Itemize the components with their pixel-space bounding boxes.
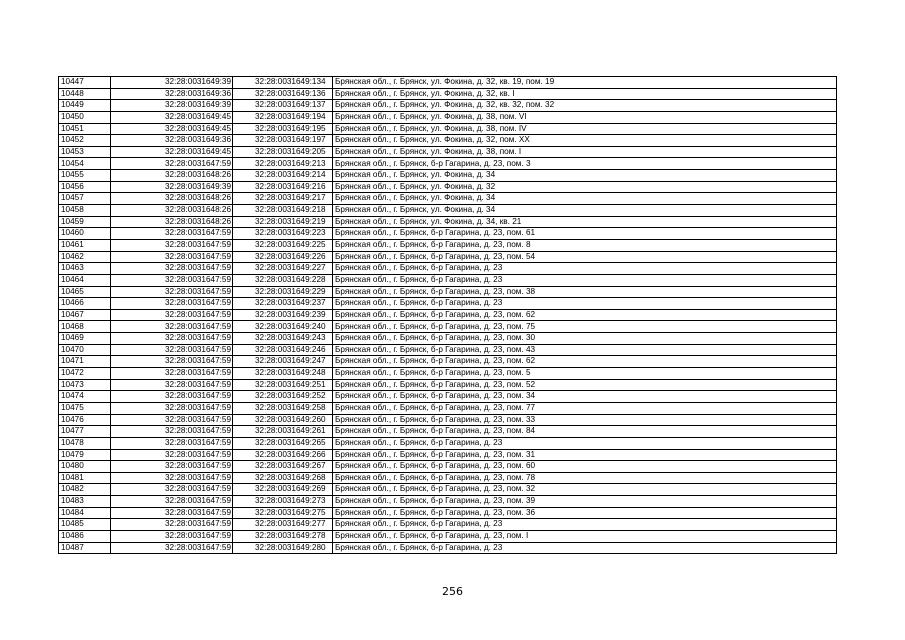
row-number-cell: 10452 bbox=[59, 135, 111, 147]
address-cell: Брянская обл., г. Брянск, б-р Гагарина, д. 23 bbox=[333, 519, 837, 531]
object-cadastral-number-cell: 32:28:0031649:280 bbox=[233, 542, 333, 554]
object-cadastral-number-cell: 32:28:0031649:219 bbox=[233, 216, 333, 228]
address-cell: Брянская обл., г. Брянск, б-р Гагарина, д. 23 bbox=[333, 298, 837, 310]
parcel-cadastral-number-cell: 32:28:0031647:59 bbox=[111, 379, 233, 391]
parcel-cadastral-number-cell: 32:28:0031647:59 bbox=[111, 344, 233, 356]
row-number-cell: 10475 bbox=[59, 402, 111, 414]
address-cell: Брянская обл., г. Брянск, ул. Фокина, д. 34, кв. 21 bbox=[333, 216, 837, 228]
address-cell: Брянская обл., г. Брянск, б-р Гагарина, д. 23, пом. 38 bbox=[333, 286, 837, 298]
object-cadastral-number-cell: 32:28:0031649:261 bbox=[233, 426, 333, 438]
table-row bbox=[59, 111, 837, 123]
address-cell: Брянская обл., г. Брянск, б-р Гагарина, д. 23, пом. 36 bbox=[333, 507, 837, 519]
address-cell: Брянская обл., г. Брянск, ул. Фокина, д. 34 bbox=[333, 193, 837, 205]
address-cell: Брянская обл., г. Брянск, ул. Фокина, д. 32, кв. 19, пом. 19 bbox=[333, 77, 837, 89]
address-cell: Брянская обл., г. Брянск, б-р Гагарина, д. 23, пом. 52 bbox=[333, 379, 837, 391]
table-row bbox=[59, 251, 837, 263]
row-number-cell: 10465 bbox=[59, 286, 111, 298]
object-cadastral-number-cell: 32:28:0031649:258 bbox=[233, 402, 333, 414]
table-row bbox=[59, 135, 837, 147]
address-cell: Брянская обл., г. Брянск, б-р Гагарина, д. 23, пом. 8 bbox=[333, 239, 837, 251]
row-number-cell: 10474 bbox=[59, 391, 111, 403]
table-row bbox=[59, 298, 837, 310]
row-number-cell: 10485 bbox=[59, 519, 111, 531]
parcel-cadastral-number-cell: 32:28:0031647:59 bbox=[111, 333, 233, 345]
row-number-cell: 10478 bbox=[59, 437, 111, 449]
parcel-cadastral-number-cell: 32:28:0031648:26 bbox=[111, 205, 233, 217]
row-number-cell: 10468 bbox=[59, 321, 111, 333]
table-row bbox=[59, 379, 837, 391]
registry-table-body bbox=[59, 77, 837, 554]
table-row bbox=[59, 274, 837, 286]
row-number-cell: 10477 bbox=[59, 426, 111, 438]
address-cell: Брянская обл., г. Брянск, б-р Гагарина, д. 23, пом. 43 bbox=[333, 344, 837, 356]
table-row bbox=[59, 146, 837, 158]
object-cadastral-number-cell: 32:28:0031649:275 bbox=[233, 507, 333, 519]
row-number-cell: 10455 bbox=[59, 170, 111, 182]
object-cadastral-number-cell: 32:28:0031649:269 bbox=[233, 484, 333, 496]
address-cell: Брянская обл., г. Брянск, б-р Гагарина, д. 23, пом. 62 bbox=[333, 356, 837, 368]
object-cadastral-number-cell: 32:28:0031649:136 bbox=[233, 88, 333, 100]
object-cadastral-number-cell: 32:28:0031649:278 bbox=[233, 530, 333, 542]
object-cadastral-number-cell: 32:28:0031649:195 bbox=[233, 123, 333, 135]
address-cell: Брянская обл., г. Брянск, б-р Гагарина, д. 23, пом. 33 bbox=[333, 414, 837, 426]
object-cadastral-number-cell: 32:28:0031649:134 bbox=[233, 77, 333, 89]
parcel-cadastral-number-cell: 32:28:0031647:59 bbox=[111, 239, 233, 251]
parcel-cadastral-number-cell: 32:28:0031649:39 bbox=[111, 100, 233, 112]
table-row bbox=[59, 286, 837, 298]
address-cell: Брянская обл., г. Брянск, б-р Гагарина, д. 23, пом. 77 bbox=[333, 402, 837, 414]
row-number-cell: 10448 bbox=[59, 88, 111, 100]
row-number-cell: 10456 bbox=[59, 181, 111, 193]
row-number-cell: 10458 bbox=[59, 205, 111, 217]
address-cell: Брянская обл., г. Брянск, б-р Гагарина, д. 23 bbox=[333, 274, 837, 286]
row-number-cell: 10450 bbox=[59, 111, 111, 123]
object-cadastral-number-cell: 32:28:0031649:268 bbox=[233, 472, 333, 484]
parcel-cadastral-number-cell: 32:28:0031647:59 bbox=[111, 391, 233, 403]
row-number-cell: 10459 bbox=[59, 216, 111, 228]
parcel-cadastral-number-cell: 32:28:0031647:59 bbox=[111, 251, 233, 263]
table-row bbox=[59, 402, 837, 414]
address-cell: Брянская обл., г. Брянск, б-р Гагарина, д. 23 bbox=[333, 542, 837, 554]
object-cadastral-number-cell: 32:28:0031649:194 bbox=[233, 111, 333, 123]
row-number-cell: 10462 bbox=[59, 251, 111, 263]
parcel-cadastral-number-cell: 32:28:0031647:59 bbox=[111, 402, 233, 414]
address-cell: Брянская обл., г. Брянск, б-р Гагарина, д. 23, пом. 75 bbox=[333, 321, 837, 333]
object-cadastral-number-cell: 32:28:0031649:243 bbox=[233, 333, 333, 345]
parcel-cadastral-number-cell: 32:28:0031647:59 bbox=[111, 484, 233, 496]
row-number-cell: 10487 bbox=[59, 542, 111, 554]
table-row bbox=[59, 344, 837, 356]
address-cell: Брянская обл., г. Брянск, б-р Гагарина, д. 23, пом. 78 bbox=[333, 472, 837, 484]
table-row bbox=[59, 472, 837, 484]
parcel-cadastral-number-cell: 32:28:0031647:59 bbox=[111, 472, 233, 484]
table-row bbox=[59, 228, 837, 240]
parcel-cadastral-number-cell: 32:28:0031649:45 bbox=[111, 146, 233, 158]
row-number-cell: 10447 bbox=[59, 77, 111, 89]
object-cadastral-number-cell: 32:28:0031649:205 bbox=[233, 146, 333, 158]
object-cadastral-number-cell: 32:28:0031649:217 bbox=[233, 193, 333, 205]
parcel-cadastral-number-cell: 32:28:0031647:59 bbox=[111, 158, 233, 170]
row-number-cell: 10482 bbox=[59, 484, 111, 496]
object-cadastral-number-cell: 32:28:0031649:218 bbox=[233, 205, 333, 217]
address-cell: Брянская обл., г. Брянск, б-р Гагарина, д. 23 bbox=[333, 263, 837, 275]
address-cell: Брянская обл., г. Брянск, ул. Фокина, д. 32, кв. 32, пом. 32 bbox=[333, 100, 837, 112]
table-row bbox=[59, 193, 837, 205]
object-cadastral-number-cell: 32:28:0031649:246 bbox=[233, 344, 333, 356]
object-cadastral-number-cell: 32:28:0031649:277 bbox=[233, 519, 333, 531]
address-cell: Брянская обл., г. Брянск, ул. Фокина, д. 32 bbox=[333, 181, 837, 193]
row-number-cell: 10472 bbox=[59, 368, 111, 380]
row-number-cell: 10471 bbox=[59, 356, 111, 368]
row-number-cell: 10480 bbox=[59, 461, 111, 473]
object-cadastral-number-cell: 32:28:0031649:251 bbox=[233, 379, 333, 391]
row-number-cell: 10449 bbox=[59, 100, 111, 112]
parcel-cadastral-number-cell: 32:28:0031647:59 bbox=[111, 309, 233, 321]
parcel-cadastral-number-cell: 32:28:0031649:36 bbox=[111, 135, 233, 147]
object-cadastral-number-cell: 32:28:0031649:197 bbox=[233, 135, 333, 147]
address-cell: Брянская обл., г. Брянск, ул. Фокина, д. 38, пом. VI bbox=[333, 111, 837, 123]
address-cell: Брянская обл., г. Брянск, б-р Гагарина, д. 23, пом. 31 bbox=[333, 449, 837, 461]
address-cell: Брянская обл., г. Брянск, ул. Фокина, д. 32, пом. XX bbox=[333, 135, 837, 147]
address-cell: Брянская обл., г. Брянск, б-р Гагарина, д. 23, пом. 30 bbox=[333, 333, 837, 345]
address-cell: Брянская обл., г. Брянск, ул. Фокина, д. 32, кв. I bbox=[333, 88, 837, 100]
table-row bbox=[59, 158, 837, 170]
table-row bbox=[59, 368, 837, 380]
parcel-cadastral-number-cell: 32:28:0031647:59 bbox=[111, 507, 233, 519]
table-row bbox=[59, 205, 837, 217]
table-row bbox=[59, 437, 837, 449]
object-cadastral-number-cell: 32:28:0031649:137 bbox=[233, 100, 333, 112]
parcel-cadastral-number-cell: 32:28:0031649:36 bbox=[111, 88, 233, 100]
row-number-cell: 10484 bbox=[59, 507, 111, 519]
address-cell: Брянская обл., г. Брянск, б-р Гагарина, д. 23, пом. 62 bbox=[333, 309, 837, 321]
table-row bbox=[59, 530, 837, 542]
table-row bbox=[59, 77, 837, 89]
object-cadastral-number-cell: 32:28:0031649:248 bbox=[233, 368, 333, 380]
table-row bbox=[59, 461, 837, 473]
object-cadastral-number-cell: 32:28:0031649:226 bbox=[233, 251, 333, 263]
parcel-cadastral-number-cell: 32:28:0031648:26 bbox=[111, 193, 233, 205]
table-row bbox=[59, 426, 837, 438]
parcel-cadastral-number-cell: 32:28:0031649:45 bbox=[111, 123, 233, 135]
row-number-cell: 10464 bbox=[59, 274, 111, 286]
row-number-cell: 10476 bbox=[59, 414, 111, 426]
address-cell: Брянская обл., г. Брянск, б-р Гагарина, д. 23 bbox=[333, 437, 837, 449]
object-cadastral-number-cell: 32:28:0031649:247 bbox=[233, 356, 333, 368]
row-number-cell: 10466 bbox=[59, 298, 111, 310]
table-row bbox=[59, 507, 837, 519]
address-cell: Брянская обл., г. Брянск, б-р Гагарина, д. 23, пом. 5 bbox=[333, 368, 837, 380]
parcel-cadastral-number-cell: 32:28:0031649:45 bbox=[111, 111, 233, 123]
table-row bbox=[59, 100, 837, 112]
table-row bbox=[59, 356, 837, 368]
object-cadastral-number-cell: 32:28:0031649:267 bbox=[233, 461, 333, 473]
table-row bbox=[59, 309, 837, 321]
address-cell: Брянская обл., г. Брянск, б-р Гагарина, д. 23, пом. 54 bbox=[333, 251, 837, 263]
address-cell: Брянская обл., г. Брянск, б-р Гагарина, д. 23, пом. 32 bbox=[333, 484, 837, 496]
parcel-cadastral-number-cell: 32:28:0031649:39 bbox=[111, 77, 233, 89]
row-number-cell: 10483 bbox=[59, 496, 111, 508]
address-cell: Брянская обл., г. Брянск, ул. Фокина, д. 34 bbox=[333, 205, 837, 217]
table-row bbox=[59, 88, 837, 100]
page-number: 256 bbox=[442, 585, 463, 598]
table-row bbox=[59, 321, 837, 333]
address-cell: Брянская обл., г. Брянск, ул. Фокина, д. 38, пом. I bbox=[333, 146, 837, 158]
parcel-cadastral-number-cell: 32:28:0031647:59 bbox=[111, 530, 233, 542]
row-number-cell: 10454 bbox=[59, 158, 111, 170]
row-number-cell: 10467 bbox=[59, 309, 111, 321]
row-number-cell: 10457 bbox=[59, 193, 111, 205]
object-cadastral-number-cell: 32:28:0031649:216 bbox=[233, 181, 333, 193]
object-cadastral-number-cell: 32:28:0031649:227 bbox=[233, 263, 333, 275]
row-number-cell: 10486 bbox=[59, 530, 111, 542]
address-cell: Брянская обл., г. Брянск, ул. Фокина, д. 34 bbox=[333, 170, 837, 182]
table-row bbox=[59, 449, 837, 461]
object-cadastral-number-cell: 32:28:0031649:213 bbox=[233, 158, 333, 170]
object-cadastral-number-cell: 32:28:0031649:228 bbox=[233, 274, 333, 286]
row-number-cell: 10461 bbox=[59, 239, 111, 251]
object-cadastral-number-cell: 32:28:0031649:225 bbox=[233, 239, 333, 251]
address-cell: Брянская обл., г. Брянск, б-р Гагарина, д. 23, пом. 34 bbox=[333, 391, 837, 403]
parcel-cadastral-number-cell: 32:28:0031647:59 bbox=[111, 286, 233, 298]
parcel-cadastral-number-cell: 32:28:0031647:59 bbox=[111, 321, 233, 333]
table-row bbox=[59, 519, 837, 531]
parcel-cadastral-number-cell: 32:28:0031649:39 bbox=[111, 181, 233, 193]
row-number-cell: 10463 bbox=[59, 263, 111, 275]
parcel-cadastral-number-cell: 32:28:0031647:59 bbox=[111, 414, 233, 426]
parcel-cadastral-number-cell: 32:28:0031647:59 bbox=[111, 542, 233, 554]
address-cell: Брянская обл., г. Брянск, б-р Гагарина, д. 23, пом. 60 bbox=[333, 461, 837, 473]
table-row bbox=[59, 333, 837, 345]
object-cadastral-number-cell: 32:28:0031649:240 bbox=[233, 321, 333, 333]
row-number-cell: 10479 bbox=[59, 449, 111, 461]
parcel-cadastral-number-cell: 32:28:0031647:59 bbox=[111, 274, 233, 286]
object-cadastral-number-cell: 32:28:0031649:265 bbox=[233, 437, 333, 449]
row-number-cell: 10470 bbox=[59, 344, 111, 356]
object-cadastral-number-cell: 32:28:0031649:229 bbox=[233, 286, 333, 298]
parcel-cadastral-number-cell: 32:28:0031647:59 bbox=[111, 461, 233, 473]
registry-table bbox=[58, 76, 837, 554]
row-number-cell: 10473 bbox=[59, 379, 111, 391]
row-number-cell: 10460 bbox=[59, 228, 111, 240]
table-row bbox=[59, 239, 837, 251]
table-row bbox=[59, 391, 837, 403]
table-row bbox=[59, 484, 837, 496]
object-cadastral-number-cell: 32:28:0031649:273 bbox=[233, 496, 333, 508]
object-cadastral-number-cell: 32:28:0031649:237 bbox=[233, 298, 333, 310]
table-row bbox=[59, 216, 837, 228]
table-row bbox=[59, 170, 837, 182]
address-cell: Брянская обл., г. Брянск, б-р Гагарина, д. 23, пом. 61 bbox=[333, 228, 837, 240]
address-cell: Брянская обл., г. Брянск, ул. Фокина, д. 38, пом. IV bbox=[333, 123, 837, 135]
parcel-cadastral-number-cell: 32:28:0031647:59 bbox=[111, 449, 233, 461]
table-row bbox=[59, 123, 837, 135]
object-cadastral-number-cell: 32:28:0031649:239 bbox=[233, 309, 333, 321]
row-number-cell: 10451 bbox=[59, 123, 111, 135]
parcel-cadastral-number-cell: 32:28:0031647:59 bbox=[111, 298, 233, 310]
parcel-cadastral-number-cell: 32:28:0031647:59 bbox=[111, 496, 233, 508]
object-cadastral-number-cell: 32:28:0031649:266 bbox=[233, 449, 333, 461]
parcel-cadastral-number-cell: 32:28:0031648:26 bbox=[111, 216, 233, 228]
object-cadastral-number-cell: 32:28:0031649:260 bbox=[233, 414, 333, 426]
row-number-cell: 10453 bbox=[59, 146, 111, 158]
parcel-cadastral-number-cell: 32:28:0031647:59 bbox=[111, 368, 233, 380]
table-row bbox=[59, 263, 837, 275]
row-number-cell: 10481 bbox=[59, 472, 111, 484]
object-cadastral-number-cell: 32:28:0031649:252 bbox=[233, 391, 333, 403]
table-row bbox=[59, 496, 837, 508]
parcel-cadastral-number-cell: 32:28:0031647:59 bbox=[111, 356, 233, 368]
address-cell: Брянская обл., г. Брянск, б-р Гагарина, д. 23, пом. 3 bbox=[333, 158, 837, 170]
row-number-cell: 10469 bbox=[59, 333, 111, 345]
object-cadastral-number-cell: 32:28:0031649:223 bbox=[233, 228, 333, 240]
address-cell: Брянская обл., г. Брянск, б-р Гагарина, д. 23, пом. 39 bbox=[333, 496, 837, 508]
table-row bbox=[59, 181, 837, 193]
table-row bbox=[59, 542, 837, 554]
parcel-cadastral-number-cell: 32:28:0031648:26 bbox=[111, 170, 233, 182]
parcel-cadastral-number-cell: 32:28:0031647:59 bbox=[111, 426, 233, 438]
parcel-cadastral-number-cell: 32:28:0031647:59 bbox=[111, 263, 233, 275]
address-cell: Брянская обл., г. Брянск, б-р Гагарина, д. 23, пом. 84 bbox=[333, 426, 837, 438]
parcel-cadastral-number-cell: 32:28:0031647:59 bbox=[111, 228, 233, 240]
parcel-cadastral-number-cell: 32:28:0031647:59 bbox=[111, 437, 233, 449]
parcel-cadastral-number-cell: 32:28:0031647:59 bbox=[111, 519, 233, 531]
object-cadastral-number-cell: 32:28:0031649:214 bbox=[233, 170, 333, 182]
address-cell: Брянская обл., г. Брянск, б-р Гагарина, д. 23, пом. I bbox=[333, 530, 837, 542]
table-row bbox=[59, 414, 837, 426]
